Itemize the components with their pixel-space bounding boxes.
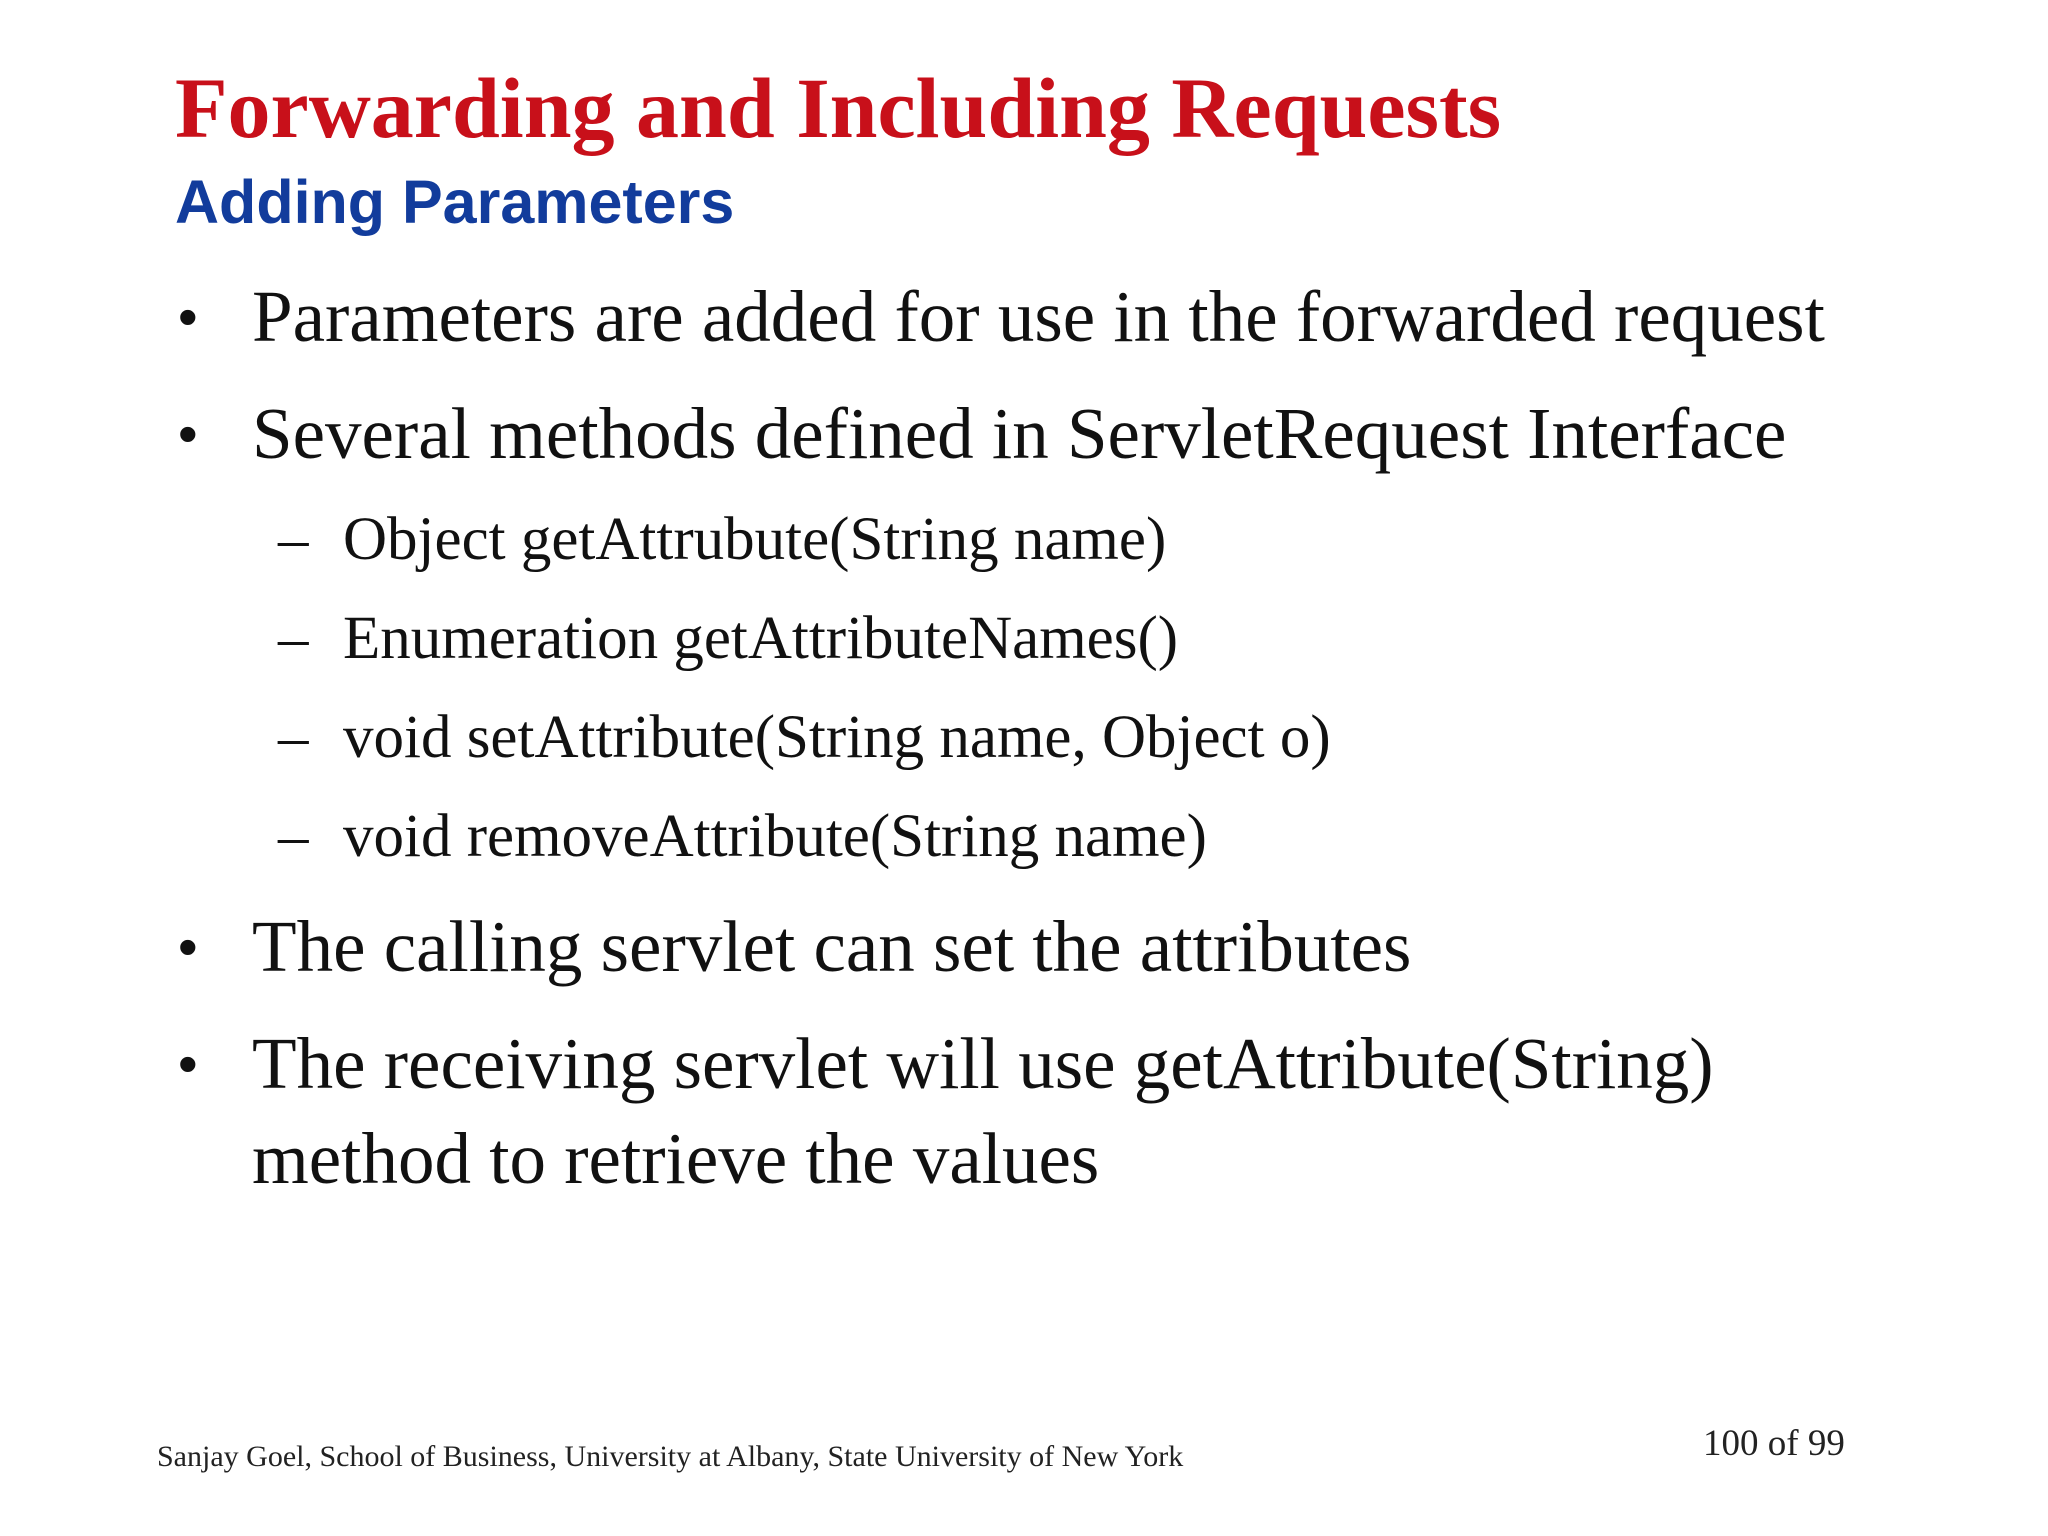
bullet-text: The receiving servlet will use getAttribute(String): [252, 1023, 1714, 1104]
bullet-text: method to retrieve the values: [252, 1118, 1100, 1199]
bullet-marker: •: [178, 915, 198, 978]
sub-bullet-text: void removeAttribute(String name): [343, 803, 1207, 870]
page-number: 100 of 99: [1703, 1423, 1845, 1464]
sub-bullet-text: Object getAttrubute(String name): [343, 506, 1167, 573]
bullet-text: Several methods defined in ServletRequest Interface: [252, 393, 1787, 474]
sub-bullet-marker: –: [278, 605, 309, 672]
bullet-marker: •: [178, 285, 198, 348]
sub-bullet-text: void setAttribute(String name, Object o): [343, 704, 1331, 771]
bullet-text: The calling servlet can set the attributes: [252, 906, 1412, 987]
sub-bullet-marker: –: [278, 803, 309, 870]
footer-credit: Sanjay Goel, School of Business, University at Albany, State University of New York: [157, 1440, 1184, 1473]
sub-bullet-marker: –: [278, 506, 309, 573]
bullet-text: Parameters are added for use in the forwarded request: [252, 276, 1825, 357]
slide-title: Forwarding and Including Requests: [175, 60, 1502, 156]
bullet-marker: •: [178, 402, 198, 465]
slide-subtitle: Adding Parameters: [175, 168, 735, 236]
bullet-marker: •: [178, 1032, 198, 1095]
sub-bullet-marker: –: [278, 704, 309, 771]
sub-bullet-text: Enumeration getAttributeNames(): [343, 605, 1179, 672]
